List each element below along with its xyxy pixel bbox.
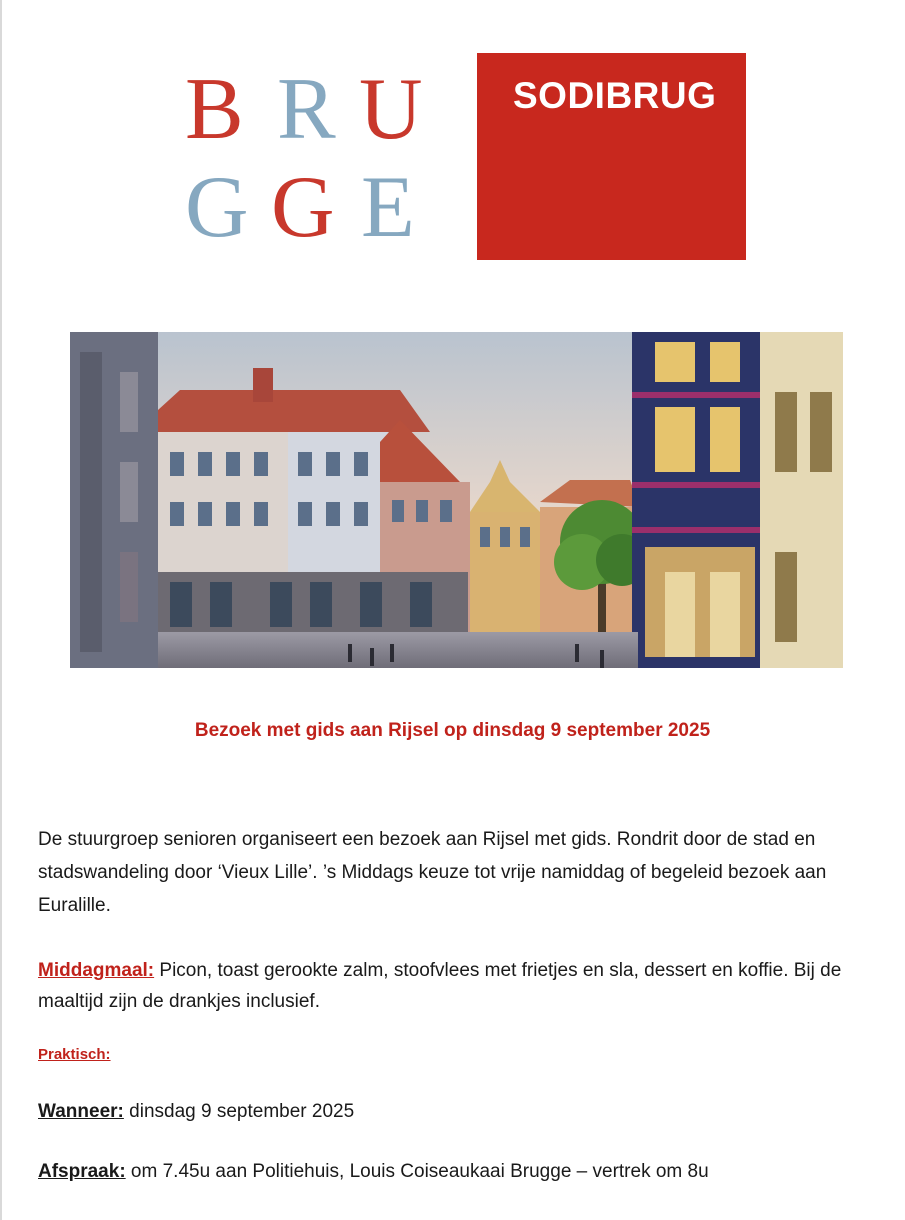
when-value: dinsdag 9 september 2025 (123, 1101, 355, 1122)
brugge-logo-letter-1: B (185, 61, 244, 158)
meeting-value: om 7.45u aan Politiehuis, Louis Coiseaukaai Brugge – vertrek om 8u (125, 1161, 709, 1182)
lille-square-illustration (70, 332, 843, 668)
sodibrug-logo-text: SODIBRUG (513, 75, 717, 116)
lunch-paragraph (38, 955, 878, 1017)
brugge-logo-letter-4: G (185, 159, 249, 256)
hero-image (70, 332, 843, 668)
practical-heading: Praktisch: (38, 1046, 111, 1063)
brugge-logo-letter-5: G (271, 159, 335, 256)
intro-paragraph: De stuurgroep senioren organiseert een bezoek aan Rijsel met gids. Rondrit door de stad en stadswandeling door ‘Vieux Lille’. ’s Middags keuze tot vrije namiddag of begeleid bezoek aan Euralille. (38, 829, 827, 916)
brugge-logo-letter-3: U (359, 61, 423, 158)
brugge-logo-letter-6: E (361, 159, 415, 256)
sodibrug-logo (477, 53, 746, 260)
brugge-logo (183, 61, 433, 256)
when-label: Wanneer: (38, 1101, 124, 1122)
page-edge (0, 0, 2, 1220)
event-title: Bezoek met gids aan Rijsel op dinsdag 9 september 2025 (194, 720, 711, 741)
when-line (38, 1101, 354, 1123)
meeting-line (38, 1161, 709, 1183)
brugge-logo-letter-2: R (277, 61, 336, 158)
lunch-label: Middagmaal: (38, 960, 155, 981)
meeting-label: Afspraak: (38, 1161, 126, 1182)
lunch-text: Picon, toast gerookte zalm, stoofvlees met frietjes en sla, dessert en koffie. Bij de maaltijd zijn de drankjes inclusief. (38, 960, 842, 1012)
